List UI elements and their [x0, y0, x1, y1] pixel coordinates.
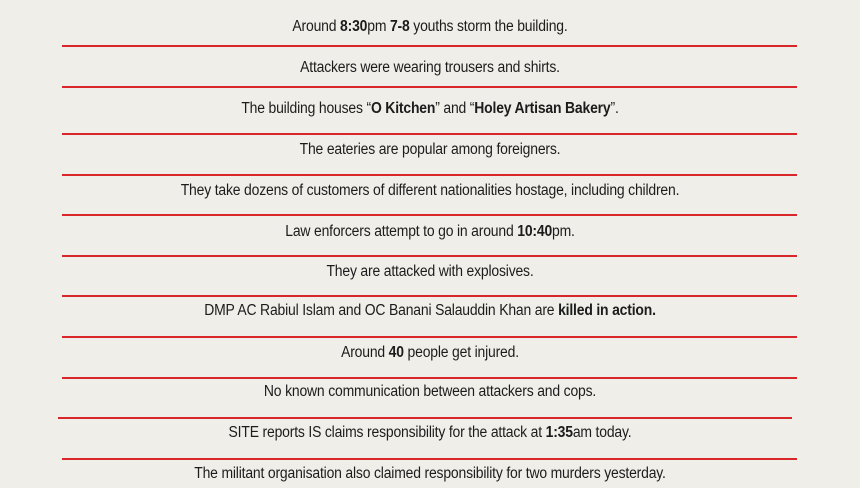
red-divider — [62, 377, 797, 379]
timeline-item — [43, 378, 817, 406]
item-text: SITE reports IS claims responsibility for the attack at — [228, 424, 546, 441]
highlight-text: killed in action. — [558, 302, 656, 319]
item-text: No known communication between attackers and cops. — [263, 383, 597, 400]
timeline-item — [43, 258, 817, 286]
red-divider — [62, 133, 797, 135]
item-text: The building houses “ — [241, 100, 371, 117]
red-divider — [62, 255, 797, 257]
item-text: am today. — [572, 424, 632, 441]
item-text: Around — [292, 18, 341, 35]
item-text: Around — [341, 344, 389, 361]
item-text: The militant organisation also claimed responsibility for two murders yesterday. — [194, 465, 666, 482]
highlight-text: Holey Artisan Bakery — [474, 100, 611, 117]
timeline-item — [43, 54, 817, 82]
item-text: The eateries are popular among foreigners. — [299, 141, 561, 158]
red-divider — [62, 458, 797, 460]
item-text: ”. — [610, 100, 619, 117]
red-divider — [62, 174, 797, 176]
red-divider — [62, 295, 797, 297]
timeline-item — [43, 218, 817, 246]
red-divider — [62, 86, 797, 88]
timeline-item — [43, 13, 817, 41]
red-divider — [62, 336, 797, 338]
item-text: Law enforcers attempt to go in around — [285, 223, 518, 240]
red-divider — [62, 45, 797, 47]
timeline-item — [43, 177, 817, 205]
timeline-item — [43, 95, 817, 123]
timeline-item — [43, 419, 817, 447]
highlight-text: 8:30 — [340, 18, 368, 35]
item-text: DMP AC Rabiul Islam and OC Banani Salauddin Khan are — [204, 302, 559, 319]
highlight-text: O Kitchen — [370, 100, 436, 117]
red-divider — [58, 417, 792, 419]
item-text: people get injured. — [403, 344, 519, 361]
red-divider — [62, 214, 797, 216]
item-text: Attackers were wearing trousers and shirts. — [300, 59, 560, 76]
item-text: pm — [367, 18, 390, 35]
highlight-text: 1:35 — [545, 424, 573, 441]
timeline-item — [43, 297, 817, 325]
item-text: They take dozens of customers of different nationalities hostage, including children. — [180, 182, 680, 199]
item-text: youths storm the building. — [409, 18, 568, 35]
item-text: ” and “ — [435, 100, 475, 117]
timeline-item — [43, 136, 817, 164]
highlight-text: 10:40 — [517, 223, 553, 240]
item-text: pm. — [552, 223, 575, 240]
item-text: They are attacked with explosives. — [326, 263, 534, 280]
highlight-text: 7-8 — [389, 18, 410, 35]
timeline-item — [43, 339, 817, 367]
highlight-text: 40 — [388, 344, 404, 361]
